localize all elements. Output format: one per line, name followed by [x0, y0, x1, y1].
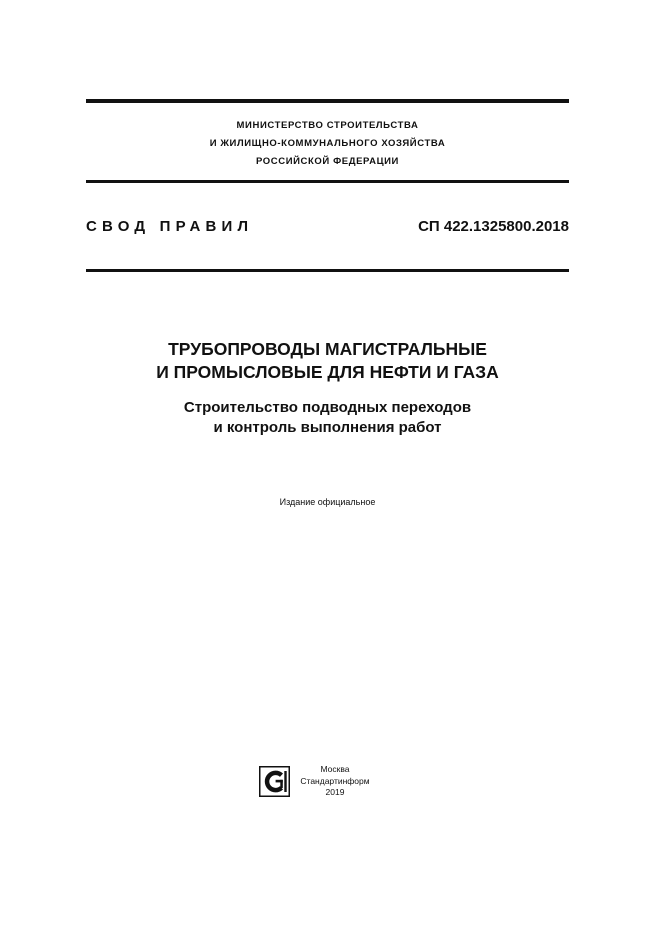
series-label: СВОД ПРАВИЛ	[86, 218, 254, 235]
publisher-year: 2019	[325, 787, 345, 797]
standartinform-logo-icon	[259, 766, 290, 797]
publisher-city: Москва	[320, 764, 350, 774]
publisher-block	[298, 764, 372, 799]
ministry-block	[86, 117, 569, 171]
top-rule	[86, 99, 569, 103]
subtitle-line-1: Строительство подводных переходов	[183, 399, 472, 416]
subtitle-line-2: и контроль выполнения работ	[213, 419, 442, 436]
ministry-line-1: МИНИСТЕРСТВО СТРОИТЕЛЬСТВА	[236, 120, 419, 131]
lower-rule	[86, 269, 569, 272]
ministry-line-2: И ЖИЛИЩНО-КОММУНАЛЬНОГО ХОЗЯЙСТВА	[209, 138, 446, 149]
document-title	[86, 338, 569, 384]
publisher-name: Стандартинформ	[300, 775, 370, 786]
title-line-2: И ПРОМЫСЛОВЫЕ ДЛЯ НЕФТИ И ГАЗА	[156, 362, 499, 382]
edition-note: Издание официальное	[279, 497, 376, 507]
title-line-1: ТРУБОПРОВОДЫ МАГИСТРАЛЬНЫЕ	[168, 339, 487, 359]
middle-rule	[86, 180, 569, 183]
document-code: СП 422.1325800.2018	[418, 218, 569, 235]
ministry-line-3: РОССИЙСКОЙ ФЕДЕРАЦИИ	[255, 156, 399, 167]
document-subtitle	[86, 398, 569, 438]
